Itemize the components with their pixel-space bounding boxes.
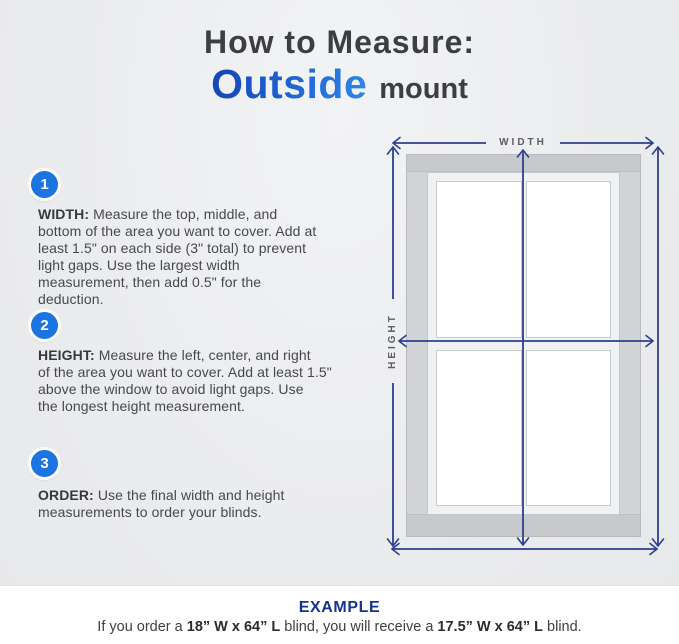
step-3-badge: 3 [31,450,58,477]
step-2-line-1: HEIGHT: Measure the left, center, and right [38,347,311,363]
step-1-line-2: bottom of the area you want to cover. Add at [38,223,317,239]
step-2-label: HEIGHT: [38,347,95,363]
step-2-text [38,347,332,415]
step-2-badge: 2 [31,312,58,339]
example-received-size: 17.5” W x 64” L [437,619,543,635]
step-3-line-1: ORDER: Use the final width and height [38,487,285,503]
title-highlight-outside: Outside [211,61,368,107]
step-2-line-4: the longest height measurement. [38,398,246,414]
step-3-line-2: measurements to order your blinds. [38,504,262,520]
height-dimension-label: HEIGHT [387,313,398,369]
title-line1: How to Measure: [203,24,476,60]
step-1-text [38,206,316,308]
window-measure-diagram [385,133,675,563]
title-suffix-mount: mount [379,73,468,105]
example-heading: EXAMPLE [298,599,381,616]
example-ordered-size: 18” W x 64” L [186,619,281,635]
step-3-text [38,487,285,521]
step-1-badge: 1 [31,171,58,198]
step-1-line-3: least 1.5" on each side (3" total) to prevent [38,240,307,256]
step-2-line-3: above the window to avoid light gaps. Use [38,381,304,397]
step-3-label: ORDER: [38,487,94,503]
step-2-line-2: of the area you want to cover. Add at least 1.5" [38,364,332,380]
step-1-line-4: light gaps. Use the largest width [38,257,240,273]
title-line2 [0,61,679,117]
step-1-line-6: deduction. [38,291,104,307]
step-1-label: WIDTH: [38,206,90,222]
step-1-line-5: measurement, then add 0.5" for the [38,274,262,290]
measurement-arrows [385,133,675,563]
page-title [0,24,679,117]
example-sentence: If you order a 18” W x 64” L blind, you will receive a 17.5” W x 64” L blind. [97,619,582,635]
example-section [0,585,679,644]
step-1-line-1: WIDTH: Measure the top, middle, and [38,206,278,222]
width-dimension-label: WIDTH [499,137,547,148]
